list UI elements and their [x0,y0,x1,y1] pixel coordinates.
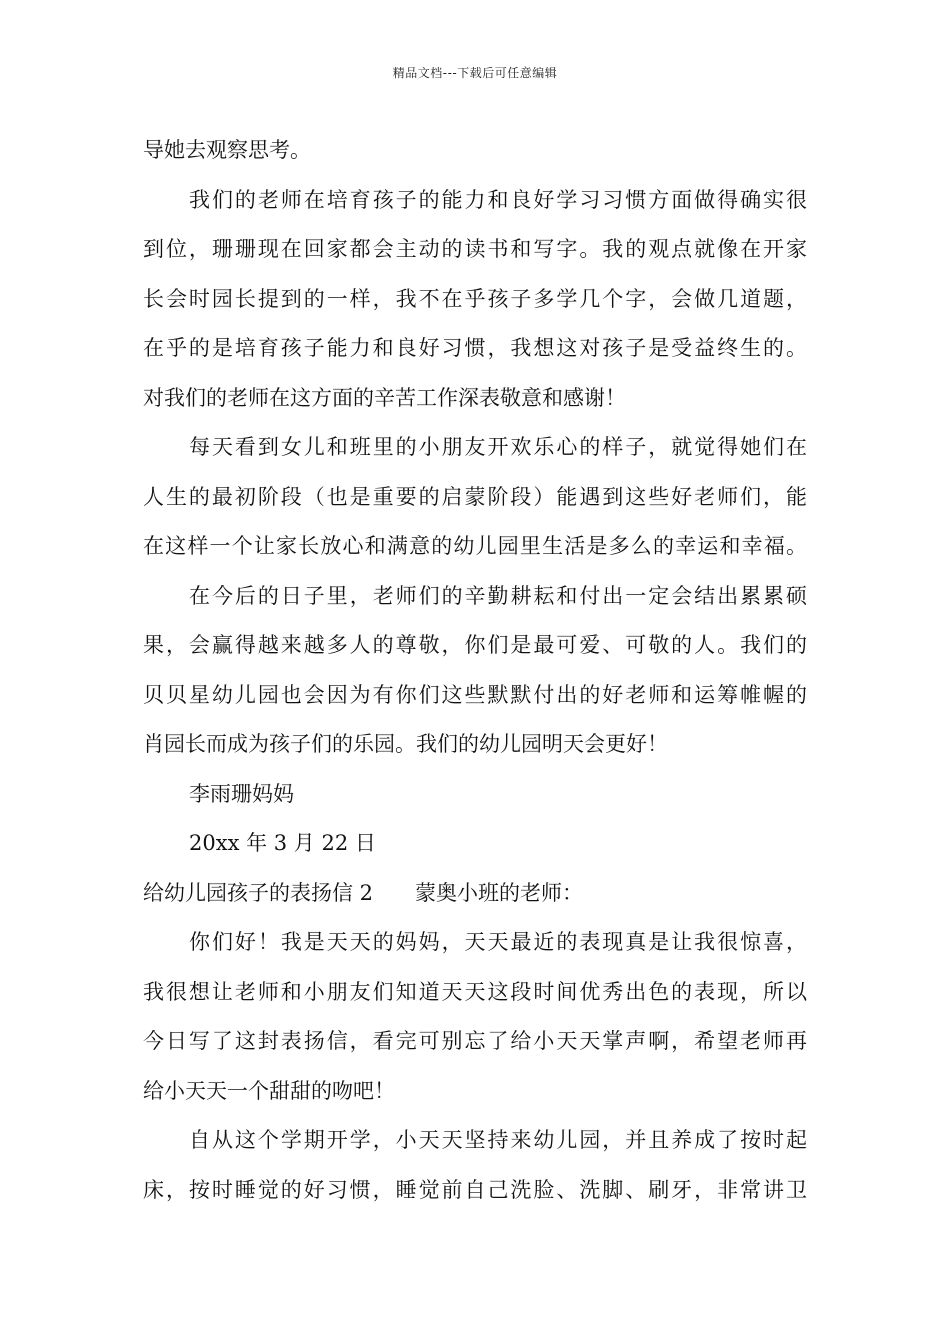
text-line: 在这样一个让家长放心和满意的幼儿园里生活是多么的幸运和幸福。 [143,534,807,558]
document-body [143,126,807,1215]
text-line: 我们的老师在培育孩子的能力和良好学习习惯方面做得确实很 [189,187,807,212]
letter-title: 给幼儿园孩子的表扬信 2 [143,880,374,905]
text-line: 我很想让老师和小朋友们知道天天这段时间优秀出色的表现，所以 [143,979,807,1004]
letter-salutation: 蒙奥小班的老师： [415,880,584,905]
text-line: 肖园长而成为孩子们的乐园。我们的幼儿园明天会更好！ [143,732,668,756]
text-line: 自从这个学期开学，小天天坚持来幼儿园，并且养成了按时起 [189,1128,807,1152]
text-line: 你们好！我是天天的妈妈，天天最近的表现真是让我很惊喜， [189,930,807,954]
text-line: 床，按时睡觉的好习惯，睡觉前自己洗脸、洗脚、刷牙，非常讲卫 [143,1177,807,1202]
letter-heading [143,869,807,919]
text-line: 在今后的日子里，老师们的辛勤耕耘和付出一定会结出累累硕 [189,583,807,608]
text-line: 果，会赢得越来越多人的尊敬，你们是最可爱、可敬的人。我们的 [143,633,807,657]
text-line: 长会时园长提到的一样，我不在乎孩子多学几个字，会做几道题， [143,286,807,311]
text-line: 导她去观察思考。 [143,138,311,162]
text-line: 在乎的是培育孩子能力和良好习惯，我想这对孩子是受益终生的。 [143,336,807,360]
text-line: 每天看到女儿和班里的小朋友开欢乐心的样子，就觉得她们在 [189,435,807,459]
text-line: 贝贝星幼儿园也会因为有你们这些默默付出的好老师和运筹帷幄的 [143,682,807,707]
text-line: 今日写了这封表扬信，看完可别忘了给小天天掌声啊，希望老师再 [143,1029,807,1053]
signature-name: 李雨珊妈妈 [189,781,294,806]
text-line: 到位，珊珊现在回家都会主动的读书和写字。我的观点就像在开家 [143,237,807,261]
text-line: 对我们的老师在这方面的辛苦工作深表敬意和感谢！ [143,385,626,410]
text-line: 人生的最初阶段（也是重要的启蒙阶段）能遇到这些好老师们，能 [143,484,807,509]
page-header: 精品文档---下载后可任意编辑 [392,66,558,80]
signature-date: 20xx 年 3 月 22 日 [189,831,376,855]
text-line: 给小天天一个甜甜的吻吧！ [143,1078,395,1103]
